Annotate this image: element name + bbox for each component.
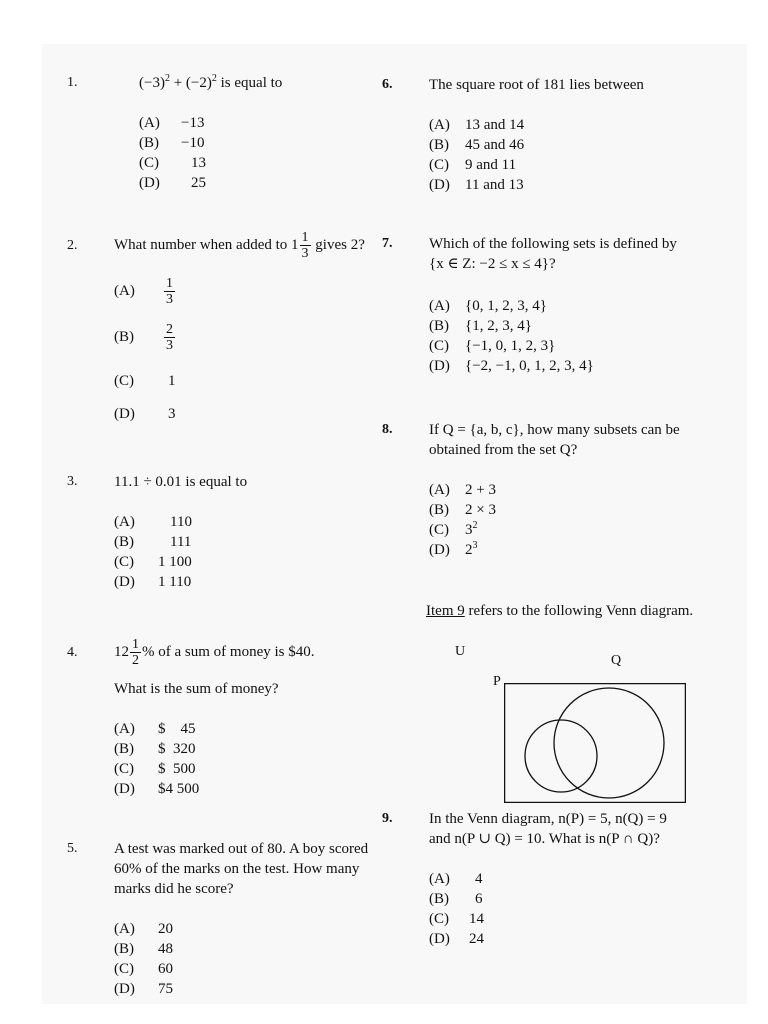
options-list (429, 296, 594, 376)
question-number: 5. (67, 841, 78, 856)
question-number: 2. (67, 238, 78, 253)
options-list (429, 869, 484, 949)
exam-page (42, 44, 747, 1004)
question-stem-line-2: 60% of the marks on the test. How many (114, 861, 360, 877)
fraction: $\frac{1}{3}$ (166, 276, 173, 307)
options-list (429, 480, 496, 560)
option-c: (C) 9 and 11 (429, 157, 517, 173)
question-number: 8. (382, 422, 393, 437)
options-list (114, 919, 173, 999)
venn-label-u: U (455, 644, 466, 659)
option-c: (C) 60 (114, 961, 173, 977)
option-c: (C) 13 (139, 155, 206, 171)
question-number: 9. (382, 811, 393, 826)
option-b: (B) 48 (114, 941, 173, 957)
question-stem-line-2: obtained from the set Q? (429, 442, 578, 458)
option-d: (D) 24 (429, 931, 484, 947)
options-list (114, 276, 176, 424)
question-stem-line-1: In the Venn diagram, n(P) = 5, n(Q) = 9 (429, 811, 667, 827)
question-stem: $(-3)^2 + (-2)^2$ is equal to (139, 73, 283, 91)
question-stem-line-3: marks did he score? (114, 881, 234, 897)
option-c: (C) 14 (429, 911, 484, 927)
option-d: (D) {−2, −1, 0, 1, 2, 3, 4} (429, 358, 594, 374)
option-a: (A) 2 + 3 (429, 482, 496, 498)
option-a: (A) 20 (114, 921, 173, 937)
option-a: (A) $ 45 (114, 721, 196, 737)
question-stem-line-1: Which of the following sets is defined by (429, 236, 677, 252)
options-list (114, 512, 192, 592)
item-9-reference (426, 601, 693, 621)
options-list (139, 113, 206, 193)
venn-diagram (504, 683, 686, 803)
venn-label-p: P (493, 674, 501, 689)
option-d: (D) 11 and 13 (429, 177, 524, 193)
options-list (429, 115, 524, 195)
set-q-circle (554, 688, 664, 798)
item-ref: Item 9 (426, 603, 465, 619)
option-d: (D) $2^3$ (429, 540, 478, 558)
option-a: (A) $\frac{1}{3}$ (114, 276, 173, 307)
question-number: 6. (382, 77, 393, 92)
fraction: $\frac{2}{3}$ (166, 322, 173, 353)
option-b: (B) 6 (429, 891, 483, 907)
option-d: (D) 3 (114, 406, 176, 422)
fraction: $\frac{1}{3}$ (301, 230, 309, 261)
question-stem-2: What is the sum of money? (114, 681, 279, 697)
option-c: (C) 1 100 (114, 554, 192, 570)
question-stem: 11.1 ÷ 0.01 is equal to (114, 474, 248, 490)
item-ref-text: refers to the following Venn diagram. (464, 603, 694, 619)
option-c: (C) $ 500 (114, 761, 196, 777)
option-b: (B) {1, 2, 3, 4} (429, 318, 532, 334)
question-stem-line-1: A test was marked out of 80. A boy scored (114, 841, 369, 857)
option-d: (D) 1 110 (114, 574, 192, 590)
option-b: (B) 111 (114, 534, 192, 550)
option-c: (C) {−1, 0, 1, 2, 3} (429, 338, 556, 354)
option-a: (A) 13 and 14 (429, 117, 525, 133)
question-number: 4. (67, 645, 78, 660)
option-d: (D) 75 (114, 981, 173, 997)
option-b: (B) 2 × 3 (429, 502, 496, 518)
question-number: 7. (382, 236, 393, 251)
question-stem-line-2: and n(P ∪ Q) = 10. What is n(P ∩ Q)? (429, 831, 660, 847)
question-stem: 12 $\frac{1}{2}$ % of a sum of money is $40. (114, 637, 315, 668)
option-b: (B) −10 (139, 135, 205, 151)
question-number: 1. (67, 75, 78, 90)
venn-label-q: Q (611, 653, 622, 668)
option-b: (B) $\frac{2}{3}$ (114, 322, 173, 353)
option-d: (D) 25 (139, 175, 206, 191)
option-a: (A) 110 (114, 514, 192, 530)
option-a: (A) −13 (139, 115, 205, 131)
options-list (114, 719, 199, 799)
option-b: (B) 45 and 46 (429, 137, 525, 153)
question-stem-line-1: If Q = {a, b, c}, how many subsets can be (429, 422, 680, 438)
question-number: 3. (67, 474, 78, 489)
option-a: (A) {0, 1, 2, 3, 4} (429, 298, 547, 314)
option-b: (B) $ 320 (114, 741, 196, 757)
set-p-circle (525, 720, 597, 792)
question-stem: The square root of 181 lies between (429, 77, 644, 93)
venn-svg (504, 683, 686, 803)
option-d: (D) $4 500 (114, 781, 200, 797)
option-c: (C) $3^2$ (429, 520, 478, 538)
option-a: (A) 4 (429, 871, 483, 887)
fraction: $\frac{1}{2}$ (132, 637, 139, 668)
option-c: (C) 1 (114, 373, 176, 389)
question-stem: What number when added to 1 $\frac{1}{3}$ gives 2? (114, 230, 365, 261)
question-stem-line-2: {x ∈ Z: −2 ≤ x ≤ 4}? (429, 256, 556, 272)
